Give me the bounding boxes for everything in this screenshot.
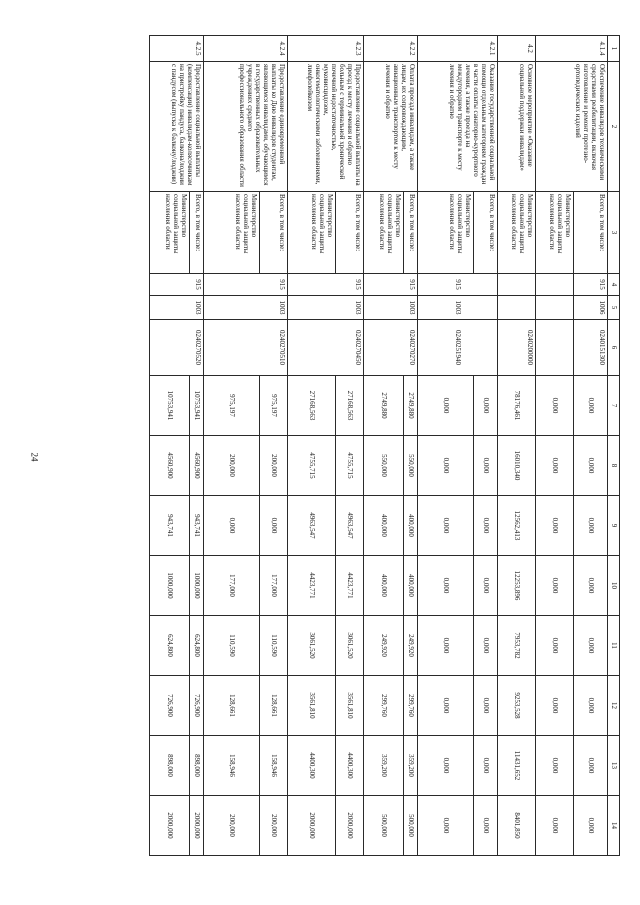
cell-value: 359,200 — [404, 736, 418, 796]
row-c6: 0240270520 — [150, 320, 204, 376]
cell-value: 624,800 — [190, 616, 204, 676]
row-c5: 1006 — [574, 296, 608, 320]
cell-value: 726,900 — [150, 676, 190, 736]
cell-value: 2000,000 — [288, 796, 336, 856]
cell-value: 0,000 — [260, 496, 288, 556]
cell-value: 0,000 — [418, 796, 474, 856]
cell-value: 400,000 — [404, 496, 418, 556]
row-ministry: Министерство социальной защиты населения области — [536, 192, 574, 274]
row-total-label: Всего, в том числе: — [404, 192, 418, 274]
row-number: 4.2.2 — [364, 36, 418, 62]
cell-value: 550,000 — [404, 436, 418, 496]
cell-value: 550,000 — [364, 436, 404, 496]
cell-value: 500,000 — [404, 796, 418, 856]
row-name: Оплата проезда инвалидам, а также лицам, их сопровождающим, авиационным транспортом к месту лечения и обратно — [364, 62, 418, 192]
row-number: 4.2.4 — [204, 36, 288, 62]
cell-value: 27168,563 — [336, 376, 364, 436]
table-row — [498, 36, 536, 856]
cell-value: 0,000 — [536, 556, 574, 616]
cell-value: 299,760 — [404, 676, 418, 736]
cell-value: 0,000 — [204, 496, 260, 556]
cell-value: 943,741 — [190, 496, 204, 556]
page-number: 24 — [29, 452, 40, 462]
cell-value: 2749,880 — [404, 376, 418, 436]
cell-value: 0,000 — [474, 676, 498, 736]
row-name: Обеспечение инвалидов техническими средствами реабилитации, включая изготовление и ремонт протезно-ортопедических изделий — [536, 62, 608, 192]
cell-value: 0,000 — [574, 376, 608, 436]
cell-value: 0,000 — [574, 676, 608, 736]
row-name: Предоставление социальной выплаты (компенсации) инвалидам-колясочникам на пристройку пандуса, балкона/лоджии с пандусом (выпуска к балкону/лоджии) — [150, 62, 204, 192]
row-ministry: Министерство социальной защиты населения области — [150, 192, 190, 274]
cell-value: 624,800 — [150, 616, 190, 676]
cell-value: 0,000 — [418, 496, 474, 556]
cell-value: 78176,461 — [498, 376, 536, 436]
table-row — [404, 36, 418, 856]
cell-value: 4755,715 — [336, 436, 364, 496]
cell-value: 128,661 — [260, 676, 288, 736]
table-row — [190, 36, 204, 856]
cell-value: 0,000 — [536, 736, 574, 796]
col-header: 12 — [608, 676, 620, 736]
col-header: 10 — [608, 556, 620, 616]
row-number: 4.2.5 — [150, 36, 204, 62]
row-c4: 915 — [288, 274, 364, 296]
row-c5: 1003 — [150, 296, 204, 320]
cell-value: 0,000 — [574, 616, 608, 676]
cell-value: 4755,715 — [288, 436, 336, 496]
cell-value: 200,000 — [260, 436, 288, 496]
row-c6: 0240151300 — [574, 320, 608, 376]
row-c5: 1003 — [204, 296, 288, 320]
row-name: Основное мероприятие «Оказание социальной поддержки инвалидам» — [498, 62, 536, 192]
cell-value: 0,000 — [474, 796, 498, 856]
cell-value: 0,000 — [574, 796, 608, 856]
row-ministry: Министерство социальной защиты населения области — [288, 192, 336, 274]
table-row — [336, 36, 364, 856]
cell-value: 200,000 — [204, 436, 260, 496]
cell-value: 4560,900 — [190, 436, 204, 496]
row-c4: 915 — [150, 274, 204, 296]
table-row — [260, 36, 288, 856]
cell-value: 0,000 — [418, 676, 474, 736]
cell-value: 4423,771 — [336, 556, 364, 616]
cell-value: 249,920 — [364, 616, 404, 676]
cell-value: 0,000 — [536, 796, 574, 856]
col-header: 8 — [608, 436, 620, 496]
cell-value: 0,000 — [574, 736, 608, 796]
row-number: 4.2 — [498, 36, 536, 62]
col-header: 14 — [608, 796, 620, 856]
cell-value: 4560,900 — [150, 436, 190, 496]
cell-value: 0,000 — [474, 616, 498, 676]
col-header: 11 — [608, 616, 620, 676]
cell-value: 726,900 — [190, 676, 204, 736]
cell-value: 4423,771 — [288, 556, 336, 616]
cell-value: 177,000 — [204, 556, 260, 616]
cell-value: 0,000 — [574, 436, 608, 496]
row-total-label: Всего, в том числе: — [474, 192, 498, 274]
row-number: 4.1.4 — [536, 36, 608, 62]
cell-value: 158,946 — [204, 736, 260, 796]
cell-value: 898,000 — [190, 736, 204, 796]
row-name: Предоставление единовременной выплаты ко Дню инвалидов студентам, являющимся инвалидами, обучающимся в государственных образовательных учреждениях среднего профессионального образования области — [204, 62, 288, 192]
cell-value: 0,000 — [574, 556, 608, 616]
cell-value: 1000,000 — [190, 556, 204, 616]
row-c5: 1003 — [364, 296, 418, 320]
cell-value: 3561,810 — [288, 676, 336, 736]
cell-value: 110,590 — [260, 616, 288, 676]
row-ministry: Министерство социальной защиты населения области — [204, 192, 260, 274]
row-c6: 0240200000 — [498, 320, 536, 376]
cell-value: 975,197 — [260, 376, 288, 436]
cell-value: 0,000 — [474, 436, 498, 496]
cell-value: 400,000 — [404, 556, 418, 616]
cell-value: 3061,520 — [336, 616, 364, 676]
cell-value: 7953,782 — [498, 616, 536, 676]
cell-value: 0,000 — [474, 496, 498, 556]
cell-value: 0,000 — [474, 556, 498, 616]
cell-value: 0,000 — [418, 556, 474, 616]
row-total-label: Всего, в том числе: — [260, 192, 288, 274]
cell-value: 0,000 — [536, 436, 574, 496]
cell-value: 0,000 — [418, 436, 474, 496]
cell-value: 400,000 — [364, 556, 404, 616]
cell-value: 10753,941 — [190, 376, 204, 436]
col-header: 6 — [608, 320, 620, 376]
row-total-label: Министерство социальной защиты населения области — [498, 192, 536, 274]
rotated-table-container — [90, 35, 620, 855]
row-c6: 0240270270 — [364, 320, 418, 376]
cell-value: 2000,000 — [190, 796, 204, 856]
cell-value: 0,000 — [474, 376, 498, 436]
cell-value: 249,920 — [404, 616, 418, 676]
col-header: 13 — [608, 736, 620, 796]
table-row — [574, 36, 608, 856]
cell-value: 27168,563 — [288, 376, 336, 436]
cell-value: 943,741 — [150, 496, 190, 556]
cell-value: 16010,340 — [498, 436, 536, 496]
row-c4: 915 — [364, 274, 418, 296]
table-row — [474, 36, 498, 856]
cell-value: 299,760 — [364, 676, 404, 736]
col-header: 2 — [608, 62, 620, 192]
cell-value: 110,590 — [204, 616, 260, 676]
row-c5: 1003 — [288, 296, 364, 320]
row-c4: 915 — [418, 274, 498, 296]
cell-value: 4400,300 — [336, 736, 364, 796]
col-header: 5 — [608, 296, 620, 320]
row-c4: 915 — [574, 274, 608, 296]
cell-value: 4963,547 — [288, 496, 336, 556]
cell-value: 10753,941 — [150, 376, 190, 436]
row-c6: 0240270450 — [288, 320, 364, 376]
row-name: Предоставление социальной выплаты на проезд к месту лечения и обратно больным с терминальной хронической почечной недостаточностью, муковисцидозом, онкогематологическими заболеваниями, лимфолейкозом — [288, 62, 364, 192]
row-name: Оказание государственной социальной помощи отдельным категориям граждан в части оплаты санаторно-курортного лечения, а также проезда на междугороднем транспорте к месту лечения и обратно — [418, 62, 498, 192]
row-number: 4.2.1 — [418, 36, 498, 62]
cell-value: 400,000 — [364, 496, 404, 556]
cell-value: 500,000 — [364, 796, 404, 856]
cell-value: 8401,850 — [498, 796, 536, 856]
cell-value: 4963,547 — [336, 496, 364, 556]
col-header: 1 — [608, 36, 620, 62]
cell-value: 2000,000 — [150, 796, 190, 856]
budget-table — [149, 35, 620, 856]
cell-value: 0,000 — [418, 736, 474, 796]
cell-value: 0,000 — [536, 376, 574, 436]
row-total-label: Всего, в том числе: — [574, 192, 608, 274]
cell-value: 9253,528 — [498, 676, 536, 736]
row-total-label: Всего, в том числе: — [336, 192, 364, 274]
cell-value: 975,197 — [204, 376, 260, 436]
cell-value: 11431,652 — [498, 736, 536, 796]
cell-value: 4400,300 — [288, 736, 336, 796]
cell-value: 3061,520 — [288, 616, 336, 676]
row-c4: 915 — [204, 274, 288, 296]
row-c6: 0240251940 — [418, 320, 498, 376]
cell-value: 0,000 — [574, 496, 608, 556]
col-header: 7 — [608, 376, 620, 436]
cell-value: 898,000 — [150, 736, 190, 796]
cell-value: 177,000 — [260, 556, 288, 616]
cell-value: 128,661 — [204, 676, 260, 736]
cell-value: 12562,413 — [498, 496, 536, 556]
col-header: 3 — [608, 192, 620, 274]
cell-value: 12253,896 — [498, 556, 536, 616]
cell-value: 2749,880 — [364, 376, 404, 436]
cell-value: 0,000 — [536, 616, 574, 676]
row-number: 4.2.3 — [288, 36, 364, 62]
row-total-label: Всего, в том числе: — [190, 192, 204, 274]
cell-value: 0,000 — [418, 376, 474, 436]
cell-value: 3561,810 — [336, 676, 364, 736]
cell-value: 0,000 — [536, 676, 574, 736]
cell-value: 158,946 — [260, 736, 288, 796]
header-row — [608, 36, 620, 856]
cell-value: 2000,000 — [336, 796, 364, 856]
row-c5: 1003 — [418, 296, 498, 320]
cell-value: 0,000 — [474, 736, 498, 796]
cell-value: 200,000 — [204, 796, 260, 856]
col-header: 4 — [608, 274, 620, 296]
row-ministry: Министерство социальной защиты населения области — [364, 192, 404, 274]
cell-value: 200,000 — [260, 796, 288, 856]
cell-value: 0,000 — [418, 616, 474, 676]
cell-value: 1000,000 — [150, 556, 190, 616]
cell-value: 0,000 — [536, 496, 574, 556]
row-ministry: Министерство социальной защиты населения области — [418, 192, 474, 274]
cell-value: 359,200 — [364, 736, 404, 796]
col-header: 9 — [608, 496, 620, 556]
row-c6: 0240270510 — [204, 320, 288, 376]
